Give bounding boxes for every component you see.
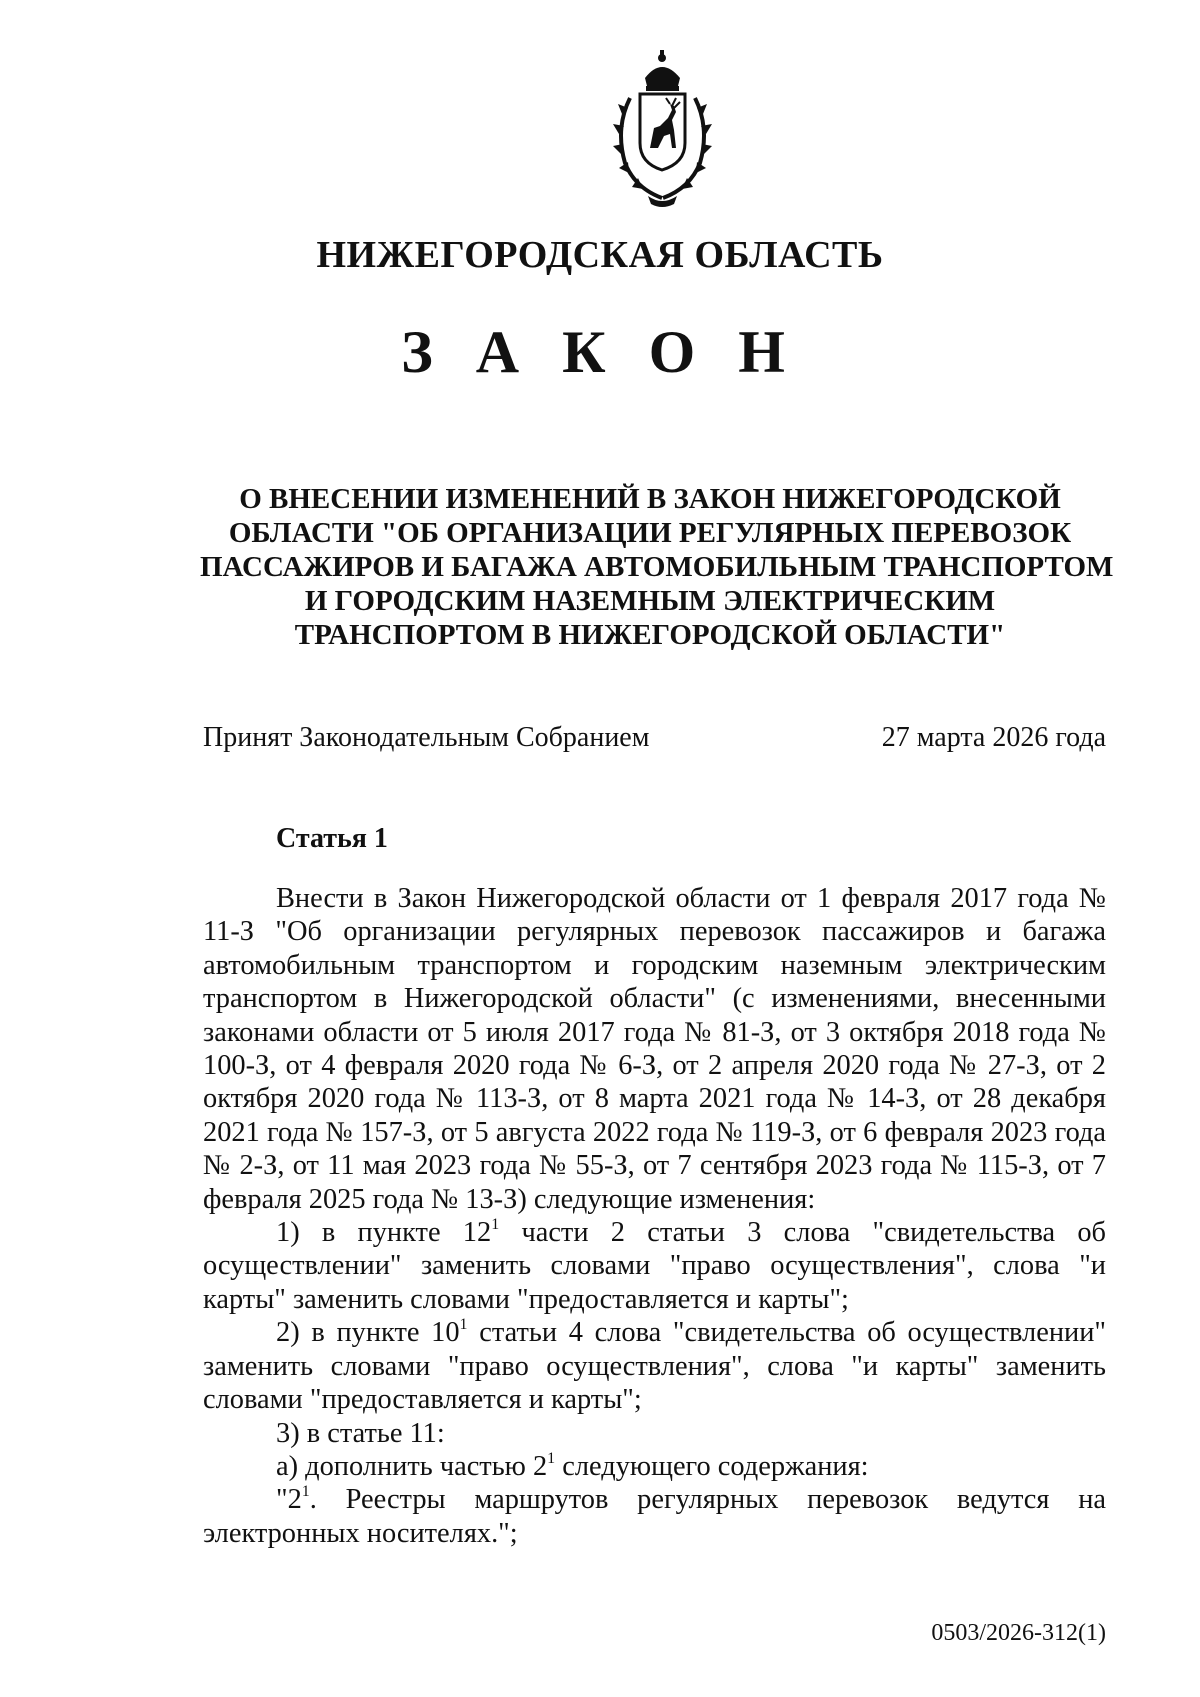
item-text: "2 [276, 1484, 302, 1516]
region-name: НИЖЕГОРОДСКАЯ ОБЛАСТЬ [316, 234, 884, 276]
amendment-item-3: 3) в статье 11: [276, 1417, 445, 1449]
item-text: . Реестры маршрутов регулярных перевозок ведутся на электронных носителях."; [203, 1484, 1106, 1549]
title-line: ПАССАЖИРОВ И БАГАЖА АВТОМОБИЛЬНЫМ ТРАНСПОРТОМ [200, 551, 1114, 583]
title-line: И ГОРОДСКИМ НАЗЕМНЫМ ЭЛЕКТРИЧЕСКИМ [304, 585, 996, 617]
amendment-item-3a [203, 1450, 1106, 1483]
item-text: следующего содержания: [555, 1450, 869, 1482]
document-type: З А К О Н [401, 319, 799, 385]
superscript: 1 [547, 1449, 556, 1467]
amendment-item-2 [203, 1316, 1106, 1416]
title-line: ОБЛАСТИ "ОБ ОРГАНИЗАЦИИ РЕГУЛЯРНЫХ ПЕРЕВОЗОК [228, 517, 1072, 549]
item-text: 2) в пункте 10 [276, 1317, 460, 1349]
quoted-provision [203, 1483, 1106, 1550]
item-text: 1) в пункте 12 [276, 1217, 492, 1249]
article-intro: Внести в Закон Нижегородской области от 1 февраля 2017 года № 11-З "Об организации регулярных перевозок пассажиров и багажа автомобильным транспортом и городским наземным электрическим транспортом в Нижегородской области" (с изменениями, внесенными законами области от 5 июля 2017 года № 81-З, от 3 октября 2018 года № 100-З, от 4 февраля 2020 года № 6-З, от 2 апреля 2020 года № 27-З, от 2 октября 2020 года № 113-З, от 8 марта 2021 года № 14-З, от 28 декабря 2021 года № 157-З, от 5 августа 2022 года № 119-З, от 6 февраля 2023 года № 2-З, от 11 мая 2023 года № 55-З, от 7 сентября 2023 года № 115-З, от 7 февраля 2025 года № 13-З) следующие изменения: [203, 883, 1106, 1215]
article-body [203, 882, 1106, 1550]
item-text: статьи 4 слова "свидетельства об осуществлении" заменить словами "право осуществления", слова "и карты" заменить словами "предоставляется и карты"; [203, 1317, 1106, 1416]
item-text: а) дополнить частью 2 [276, 1450, 548, 1482]
adoption-label: Принят Законодательным Собранием [203, 722, 650, 753]
law-title [200, 482, 1114, 652]
item-text: части 2 статьи 3 слова "свидетельства об осуществлении" заменить словами "право осуществления", слова "и карты" заменить словами "предоставляется и карты"; [203, 1217, 1107, 1315]
document-code: 0503/2026-312(1) [931, 1620, 1106, 1646]
title-line: ТРАНСПОРТОМ В НИЖЕГОРОДСКОЙ ОБЛАСТИ" [294, 619, 1006, 651]
superscript: 1 [491, 1216, 500, 1234]
article-heading: Статья 1 [276, 823, 388, 854]
amendment-item-1 [203, 1216, 1106, 1316]
adoption-date: 27 марта 2026 года [881, 722, 1106, 753]
superscript: 1 [301, 1483, 310, 1501]
title-line: О ВНЕСЕНИИ ИЗМЕНЕНИЙ В ЗАКОН НИЖЕГОРОДСКОЙ [239, 483, 1061, 515]
coat-of-arms-icon [590, 48, 735, 208]
superscript: 1 [459, 1316, 468, 1334]
